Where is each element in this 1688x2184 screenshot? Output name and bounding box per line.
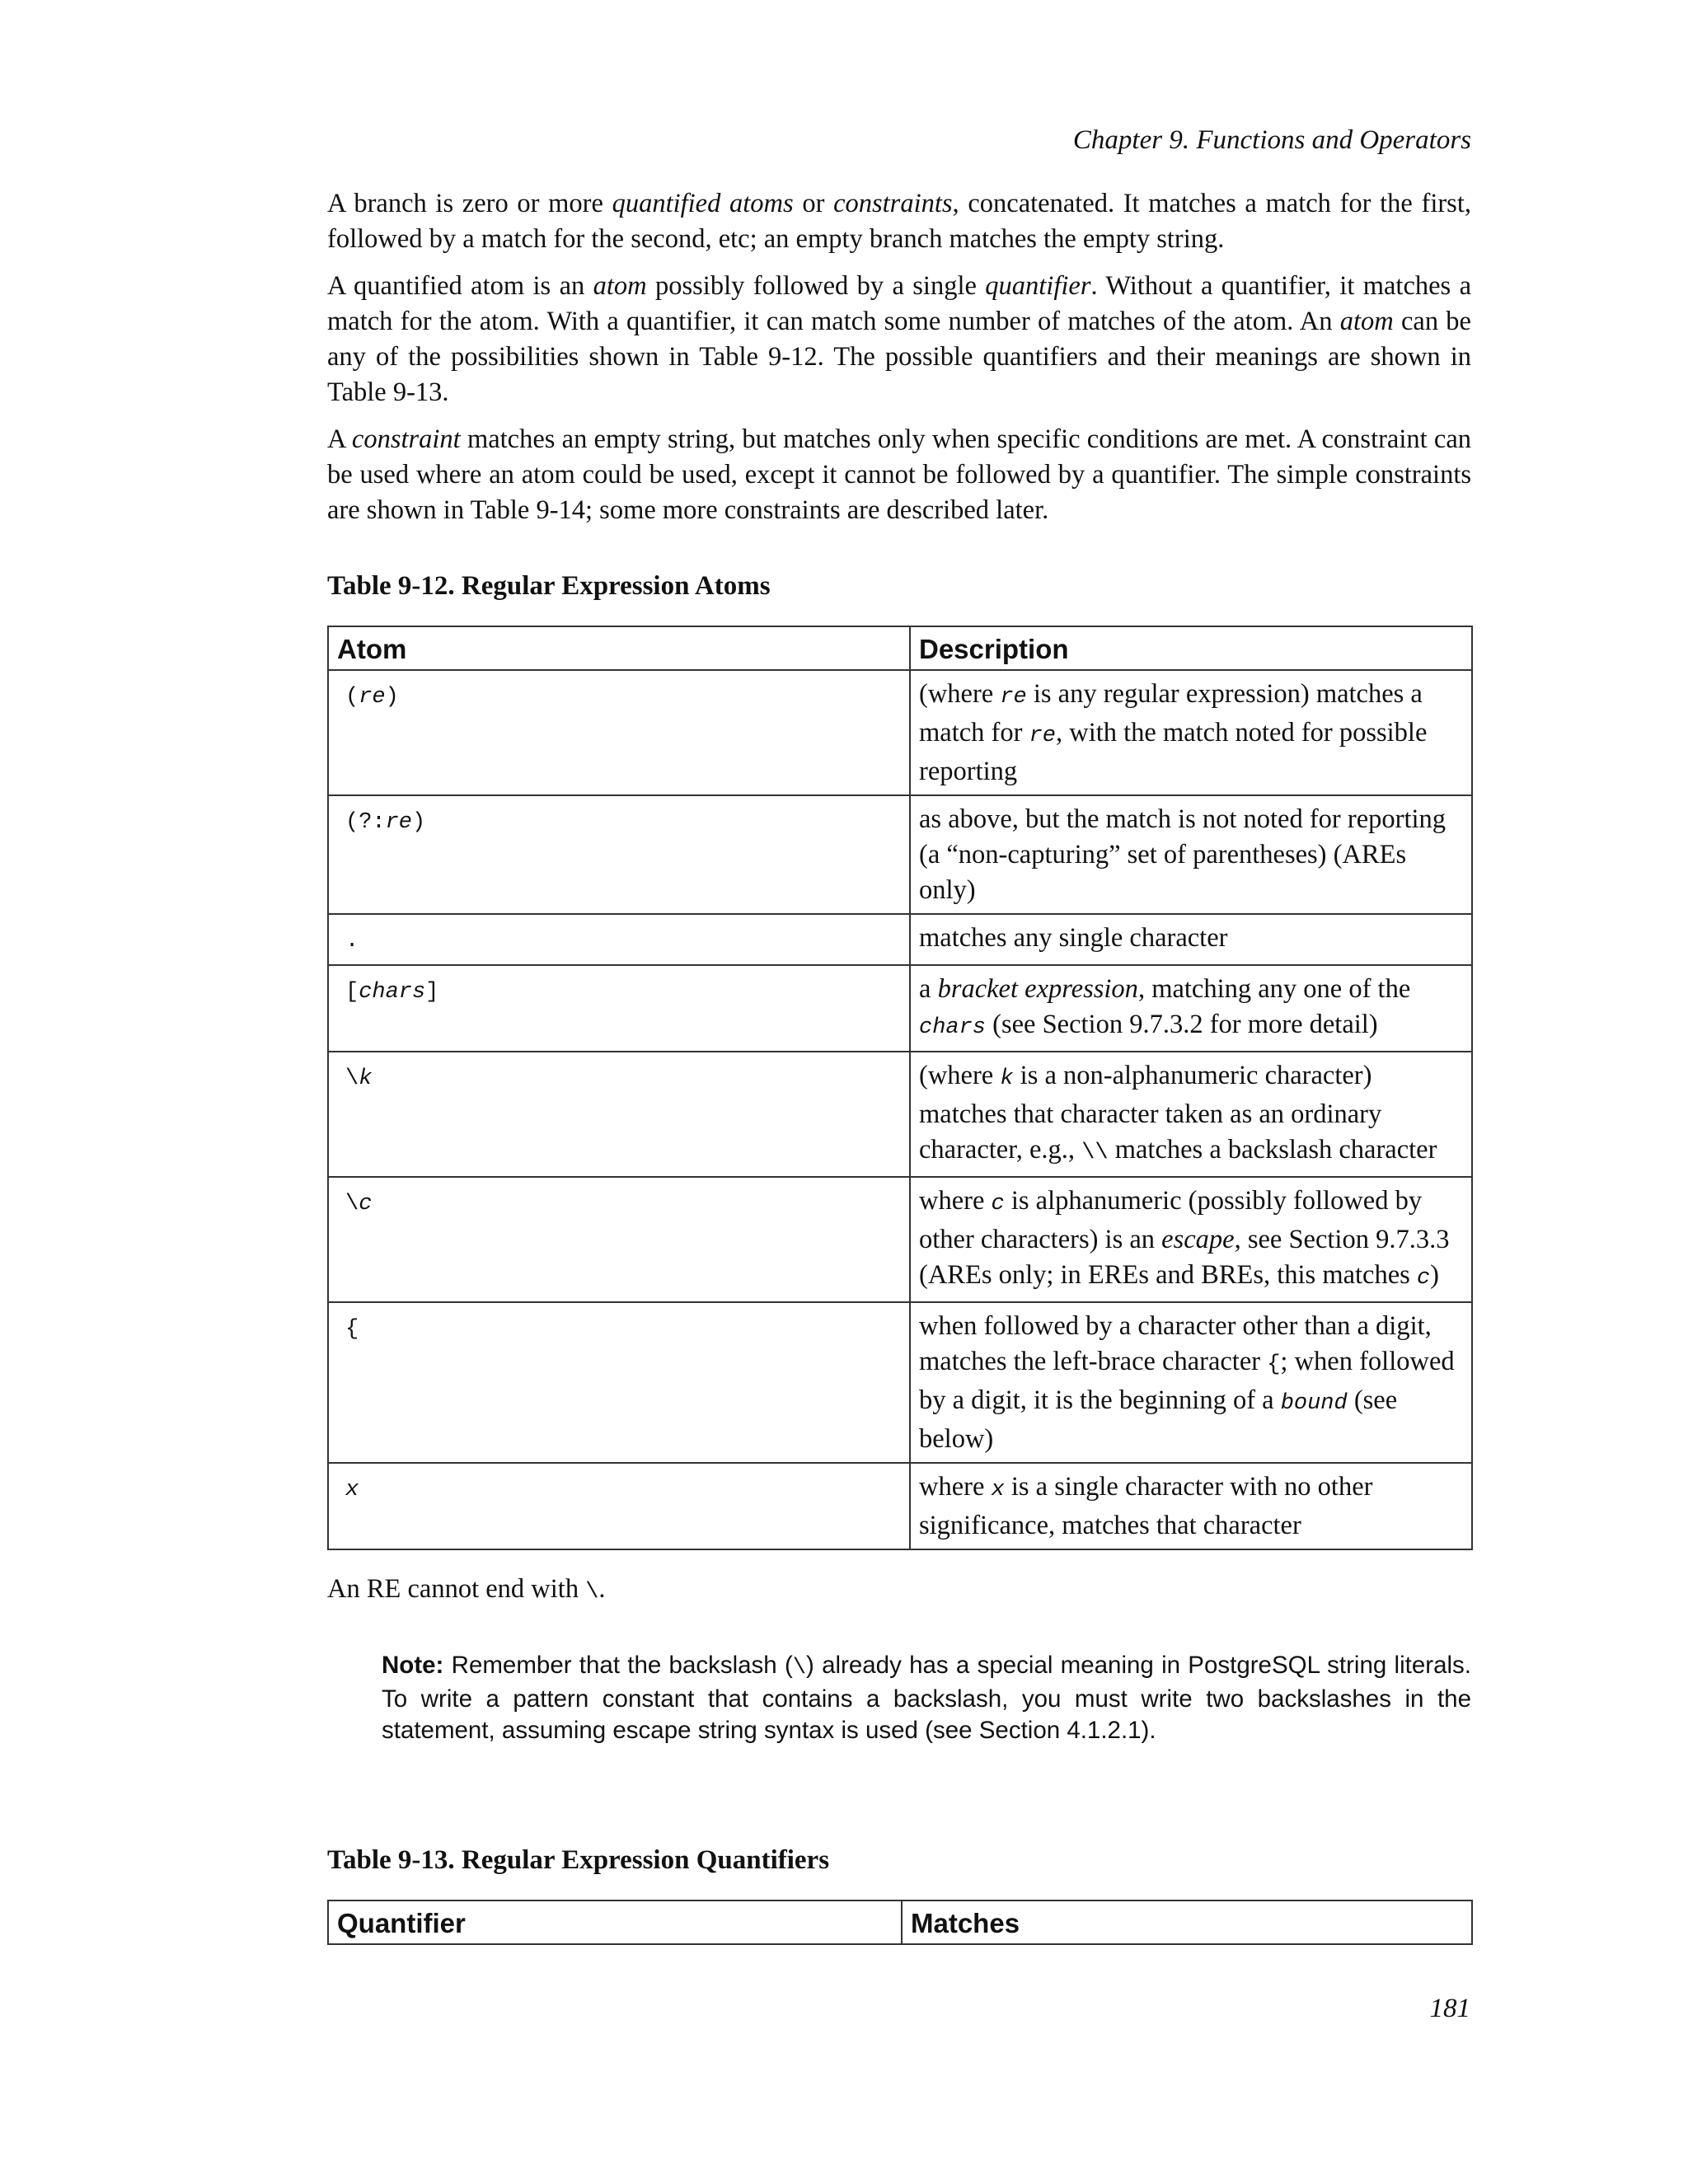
code: k	[1000, 1066, 1014, 1091]
code: x	[991, 1478, 1005, 1502]
code: chars	[919, 1015, 987, 1040]
text: .	[598, 1574, 606, 1604]
text: )	[1430, 1260, 1439, 1290]
column-header-quantifier: Quantifier	[328, 1900, 902, 1944]
text: (where	[919, 1061, 1001, 1090]
table-row	[328, 914, 1472, 965]
text: (see Section 9.7.3.2 for more detail)	[986, 1010, 1378, 1039]
text: is alphanumeric (possibly followed by other characters) is an	[919, 1186, 1423, 1254]
code: (	[345, 685, 359, 710]
text: as above, but the match is not noted for reporting (a “non-capturing” set of parentheses) (AREs only)	[919, 804, 1447, 905]
text: is a single character with no other significance, matches that character	[919, 1472, 1373, 1540]
description-cell	[910, 965, 1472, 1052]
code: \	[792, 1656, 806, 1680]
code: [	[345, 980, 359, 1005]
note-label: Note:	[382, 1652, 444, 1679]
paragraph-constraint	[327, 422, 1471, 528]
emphasis: constraint	[351, 424, 461, 454]
running-header: Chapter 9. Functions and Operators	[1072, 125, 1471, 155]
text: , matching any one of the	[1137, 974, 1411, 1004]
paragraph-branch	[327, 186, 1471, 257]
text: , with the match noted for possible reporting	[919, 718, 1428, 786]
column-header-description: Description	[910, 626, 1472, 670]
code: re	[385, 810, 413, 835]
code: k	[359, 1066, 373, 1091]
text: matches any single character	[919, 923, 1228, 953]
text: (where	[919, 679, 1001, 709]
text: A branch is zero or more	[327, 189, 612, 218]
description-cell	[910, 914, 1472, 965]
description-cell	[910, 670, 1472, 795]
code: {	[345, 1317, 359, 1342]
note-block	[382, 1650, 1471, 1746]
code: (?:	[345, 810, 386, 835]
code: re	[1029, 724, 1056, 748]
description-cell	[910, 1052, 1472, 1177]
table-row	[328, 1463, 1472, 1549]
atoms-table	[327, 626, 1473, 1550]
code: re	[1000, 685, 1027, 710]
atom-cell	[328, 795, 910, 914]
table-row	[328, 1302, 1472, 1463]
code: bound	[1280, 1391, 1348, 1416]
code: \\	[1081, 1141, 1109, 1165]
table-row	[328, 1177, 1472, 1302]
table-row	[328, 965, 1472, 1052]
column-header-atom: Atom	[328, 626, 910, 670]
page	[327, 124, 1471, 1945]
table-row	[328, 795, 1472, 914]
text: (see below)	[919, 1385, 1398, 1454]
code: )	[385, 685, 399, 710]
emphasis: atom	[1339, 307, 1394, 336]
text: ) already has a special meaning in PostgreSQL string literals. To write a pattern constant that contains a backslash, you must write two backslashes in the statement, assuming escape string syntax is used (see Section 4.1.2.1).	[382, 1652, 1471, 1744]
text: . Without a quantifier, it matches a match for the atom. With a quantifier, it can match some number of matches of the atom. An	[327, 271, 1471, 336]
table-9-13-title: Table 9-13. Regular Expression Quantifiers	[327, 1845, 830, 1875]
text: ; when followed by a digit, it is the beginning of a	[919, 1347, 1455, 1415]
text: is any regular expression) matches a match for	[919, 679, 1423, 748]
code: )	[412, 810, 426, 835]
code: c	[359, 1192, 373, 1216]
emphasis: escape	[1161, 1225, 1235, 1254]
text: matches an empty string, but matches only when specific conditions are met. A constraint can be used where an atom could be used, except it cannot be followed by a quantifier. The simple constraints are shown in Table 9-14; some more constraints are described later.	[327, 424, 1471, 525]
table-9-12-title: Table 9-12. Regular Expression Atoms	[327, 571, 771, 601]
code: \	[345, 1192, 359, 1216]
code: \	[345, 1066, 359, 1091]
code: c	[1416, 1266, 1431, 1291]
description-cell	[910, 795, 1472, 914]
code: re	[359, 685, 386, 710]
table-header-row	[328, 1900, 1472, 1944]
text: , see Section 9.7.3.3 (AREs only; in EREs and BREs, this matches	[919, 1225, 1450, 1290]
atom-cell	[328, 914, 910, 965]
emphasis: quantified atoms	[612, 189, 794, 218]
emphasis: constraints	[833, 189, 953, 218]
code: chars	[359, 980, 426, 1005]
text: An RE cannot end with	[327, 1574, 586, 1604]
text: A	[327, 424, 352, 454]
text: can be any of the possibilities shown in Table 9-12. The possible quantifiers and their meanings are shown in Table 9-13.	[327, 307, 1471, 407]
emphasis: atom	[593, 271, 647, 301]
table-row	[328, 1052, 1472, 1177]
text: when followed by a character other than a digit, matches the left-brace character	[919, 1311, 1432, 1376]
text: , concatenated. It matches a match for the first, followed by a match for the second, etc; an empty branch matches the empty string.	[327, 189, 1471, 254]
code: c	[991, 1192, 1005, 1216]
atom-cell	[328, 670, 910, 795]
atom-cell	[328, 1302, 910, 1463]
page-number: 181	[1429, 1994, 1470, 2023]
text: where	[919, 1186, 992, 1216]
text: a	[919, 974, 938, 1004]
text: possibly followed by a single	[646, 271, 986, 301]
table-header-row	[328, 626, 1472, 670]
description-cell	[910, 1463, 1472, 1549]
emphasis: quantifier	[985, 271, 1091, 301]
text: is a non-alphanumeric character) matches that character taken as an ordinary character, e.g.,	[919, 1061, 1382, 1165]
column-header-matches: Matches	[902, 1900, 1472, 1944]
text: where	[919, 1472, 992, 1502]
atom-cell	[328, 965, 910, 1052]
table-row	[328, 670, 1472, 795]
text: or	[793, 189, 834, 218]
description-cell	[910, 1177, 1472, 1302]
quantifiers-table	[327, 1900, 1473, 1945]
atom-cell	[328, 1052, 910, 1177]
code: ]	[425, 980, 439, 1005]
atom-cell	[328, 1463, 910, 1549]
code: \	[585, 1580, 599, 1605]
paragraph-re-end	[327, 1572, 1471, 1610]
paragraph-quantified-atom	[327, 269, 1471, 410]
atom-cell	[328, 1177, 910, 1302]
text: Remember that the backslash (	[443, 1652, 793, 1679]
emphasis: bracket expression	[937, 974, 1138, 1004]
text: A quantified atom is an	[327, 271, 593, 301]
description-cell	[910, 1302, 1472, 1463]
code: {	[1267, 1352, 1281, 1377]
code: x	[345, 1478, 359, 1502]
text: matches a backslash character	[1108, 1135, 1437, 1165]
code: .	[345, 929, 359, 954]
